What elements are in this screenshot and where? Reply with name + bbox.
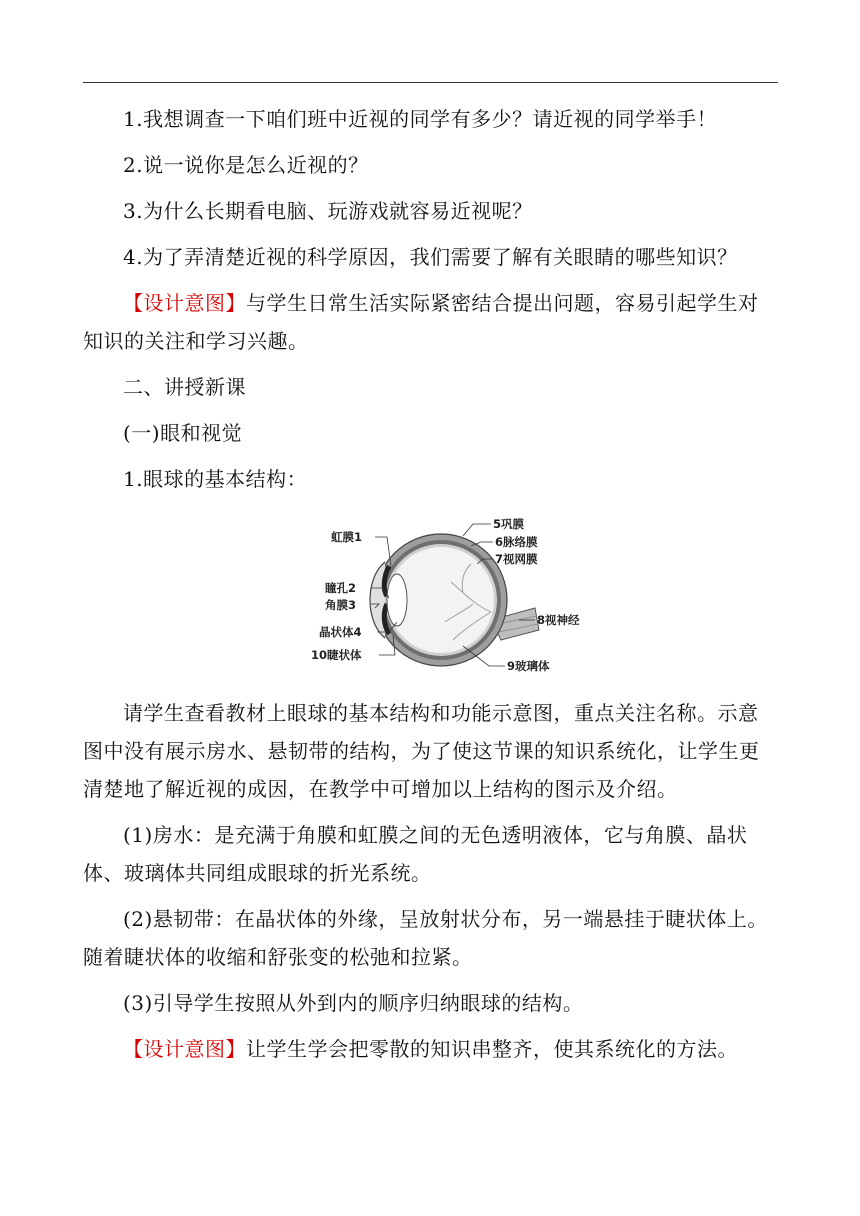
label-sclera: 5巩膜 <box>493 517 525 531</box>
intro-paragraph: 请学生查看教材上眼球的基本结构和功能示意图，重点关注名称。示意图中没有展示房水、悬韧带的结构，为了使这节课的知识系统化，让学生更清楚地了解近视的成因，在教学中可增加以上结构的图示及介绍。 <box>83 701 760 801</box>
header-rule <box>83 82 778 83</box>
point-summary: (3)引导学生按照从外到内的顺序归纳眼球的结构。 <box>123 991 584 1015</box>
label-choroid: 6脉络膜 <box>495 535 538 549</box>
design-intent-paragraph-2 <box>83 1030 778 1068</box>
label-retina: 7视网膜 <box>495 552 538 566</box>
design-intent-text: 与学生日常生活实际紧密结合提出问题，容易引起学生对知识的关注和学习兴趣。 <box>83 291 759 353</box>
label-pupil: 瞳孔2 <box>325 581 357 595</box>
label-iris: 虹膜1 <box>331 530 363 544</box>
design-intent-paragraph <box>83 284 778 360</box>
question-4: 4.为了弄清楚近视的科学原因，我们需要了解有关眼睛的哪些知识？ <box>123 245 738 269</box>
label-ciliary-body: 10睫状体 <box>311 648 362 662</box>
design-intent-tag: 【设计意图】 <box>123 291 246 315</box>
item-heading: 1.眼球的基本结构： <box>123 467 308 491</box>
eye-structure-diagram <box>313 512 593 682</box>
subsection-heading: (一)眼和视觉 <box>123 421 243 445</box>
label-cornea: 角膜3 <box>325 598 357 612</box>
question-1: 1.我想调查一下咱们班中近视的同学有多少？请近视的同学举手！ <box>123 107 718 131</box>
document-body <box>83 100 778 1068</box>
question-3: 3.为什么长期看电脑、玩游戏就容易近视呢？ <box>123 199 533 223</box>
design-intent-tag-2: 【设计意图】 <box>123 1037 246 1061</box>
point-aqueous-humor: (1)房水：是充满于角膜和虹膜之间的无色透明液体，它与角膜、晶状体、玻璃体共同组成眼球的折光系统。 <box>83 823 748 885</box>
design-intent-text-2: 让学生学会把零散的知识串整齐，使其系统化的方法。 <box>246 1037 738 1061</box>
label-lens: 晶状体4 <box>319 625 362 639</box>
point-suspensory-ligament: (2)悬韧带：在晶状体的外缘，呈放射状分布，另一端悬挂于睫状体上。随着睫状体的收缩和舒张变的松弛和拉紧。 <box>83 907 768 969</box>
question-2: 2.说一说你是怎么近视的？ <box>123 153 369 177</box>
section-heading: 二、讲授新课 <box>123 375 246 399</box>
label-vitreous: 9玻璃体 <box>507 659 550 673</box>
label-optic-nerve: 8视神经 <box>537 613 580 627</box>
